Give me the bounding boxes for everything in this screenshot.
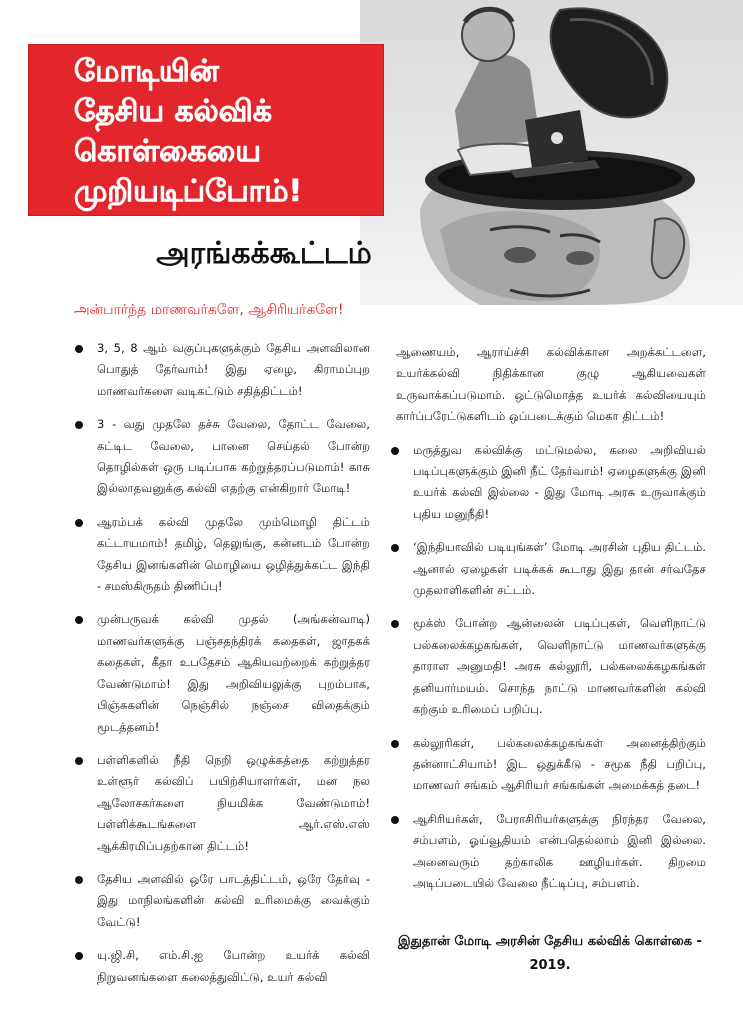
- illustration-open-head-with-sage-icon: [360, 0, 743, 305]
- list-item: [72, 338, 370, 402]
- list-item: [388, 809, 706, 895]
- list-item-text: 3 - வது முதலே தச்சு வேலை, தோட்ட வேலை, கட்டிட வேலை, பானை செய்தல் போன்ற தொழில்கள் ஒரு படிப்பாக கற்றுத்தரப்படுமாம்! காசு இல்லாதவனுக்கு கல்வி எதற்கு என்கிறார் மோடி!: [97, 417, 370, 496]
- list-item: [388, 537, 706, 601]
- closing-statement: இதுதான் மோடி அரசின் தேசிய கல்விக் கொள்கை - 2019.: [398, 934, 702, 973]
- bullet-icon: [75, 519, 83, 527]
- right-column: [388, 342, 706, 906]
- list-item-text: 3, 5, 8 ஆம் வகுப்புகளுக்கும் தேசிய அளவிலான பொதுத் தேர்வாம்! இது ஏழை, கிராமப்புற மாணவர்களை வடிகட்டும் சதித்திட்டம்!: [97, 341, 370, 398]
- left-column: [72, 338, 370, 1000]
- list-item: [72, 512, 370, 598]
- bullet-icon: [75, 345, 83, 353]
- list-item: [388, 733, 706, 797]
- poster-header: [0, 0, 743, 300]
- list-item-text: கல்லூரிகள், பல்கலைக்கழகங்கள் அனைத்திற்கும் தன்னாட்சியாம்! இட ஒதுக்கீடு - சமூக நீதி பறிப்பு, மாணவர் சங்கம் ஆசிரியர் சங்கங்கள் அமைக்கத் தடை!: [413, 735, 706, 793]
- list-item: [72, 750, 370, 857]
- list-item-text: பள்ளிகளில் நீதி நெறி ஒழுக்கத்தை கற்றுத்தர உள்ளூர் கல்விப் பயிற்சியாளர்கள், மன நல ஆலோசகர்களை நியமிக்க வேண்டுமாம்! பள்ளிக்கூடங்களை ஆர்.எஸ்.எஸ் ஆக்கிரமிப்பதற்கான திட்டம்!: [97, 752, 370, 853]
- list-item: [388, 613, 706, 720]
- list-item-text: முன்பருவக் கல்வி முதல் (அங்கன்வாடி) மாணவர்களுக்கு பஞ்சதந்திரக் கதைகள், ஜாதகக் கதைகள், கீதா உபதேசம் ஆகியவற்றைக் கற்றுத்தர வேண்டுமாம்! இது அறிவியலுக்கு புறம்பாக, பிஞ்சுகளின் நெஞ்சில் நஞ்சை விதைக்கும் மூடத்தனம்!: [97, 612, 370, 734]
- list-item-text: மூக்ஸ் போன்ற ஆன்லைன் படிப்புகள், வெளிநாட்டு பல்கலைக்கழகங்கள், வெளிநாட்டு மாணவர்களுக்கு தாராள அனுமதி! அரசு கல்லூரி, பல்கலைக்கழகங்கள் தனியார்மயம். சொந்த நாட்டு மாணவர்களின் கல்வி கற்கும் உரிமைப் பறிப்பு.: [413, 616, 706, 717]
- list-item: [388, 440, 706, 526]
- list-item-text: மருத்துவ கல்விக்கு மட்டுமல்ல, கலை அறிவியல் படிப்புகளுக்கும் இனி நீட் தேர்வாம்! ஏழைகளுக்கு இனி உயர்க் கல்வி இல்லை - இது மோடி அரசு உருவாக்கும் புதிய மனுநீதி!: [413, 442, 706, 521]
- list-item: [72, 869, 370, 933]
- bullet-icon: [75, 421, 83, 429]
- list-item: [72, 609, 370, 737]
- list-item-text: ஆசிரியர்கள், பேராசிரியர்களுக்கு நிரந்தர வேலை, சம்பளம், ஓய்வூதியம் என்பதெல்லாம் இனி இல்லை. அனைவரும் தற்காலிக ஊழியர்கள். திறமை அடிப்படையில் வேலை நீட்டிப்பு, சம்பளம்.: [413, 811, 706, 890]
- title-line-3: கொள்கையை: [74, 134, 261, 169]
- bullet-icon: [75, 952, 83, 960]
- list-item-text: ‘இந்தியாவில் படியுங்கள்’ மோடி அரசின் புதிய திட்டம். ஆனால் ஏழைகள் படிக்கக் கூடாது இது தான் சர்வதேச முதலாளிகளின் சட்டம்.: [413, 540, 706, 598]
- event-subtitle: அரங்கக்கூட்டம்: [156, 236, 372, 271]
- list-item-continuation: ஆணையம், ஆராய்ச்சி கல்விக்கான அறக்கட்டளை, உயர்க்கல்வி நிதிக்கான குழு ஆகியவைகள் உருவாக்கப்படுமாம். ஒட்டுமொத்த உயர்க் கல்வியையும் கார்ப்பரேட்டுகளிடம் ஒப்படைக்கும் மெகா திட்டம்!: [396, 345, 706, 424]
- list-item-text: தேசிய அளவில் ஒரே பாடத்திட்டம், ஒரே தேர்வு - இது மாநிலங்களின் கல்வி உரிமைக்கு வைக்கும் வேட்டு!: [97, 871, 370, 929]
- title-line-4: முறியடிப்போம்!: [74, 174, 303, 209]
- title-banner: [28, 44, 384, 216]
- bullet-icon: [391, 620, 399, 628]
- title-line-1: மோடியின்: [74, 54, 219, 89]
- bullet-icon: [391, 816, 399, 824]
- list-item: [72, 945, 370, 988]
- list-item-text: யு.ஜி.சி, எம்.சி.ஐ போன்ற உயர்க் கல்வி நிறுவனங்களை கலைத்துவிட்டு, உயர் கல்வி: [97, 948, 370, 984]
- bullet-icon: [75, 616, 83, 624]
- title-line-2: தேசிய கல்விக்: [74, 94, 272, 129]
- bullet-icon: [75, 876, 83, 884]
- bullet-icon: [391, 447, 399, 455]
- bullet-icon: [391, 544, 399, 552]
- greeting: அன்பார்ந்த மாணவர்களே, ஆசிரியர்களே!: [74, 302, 344, 318]
- list-item-text: ஆரம்பக் கல்வி முதலே மும்மொழி திட்டம் கட்டாயமாம்! தமிழ், தெலுங்கு, கன்னடம் போன்ற தேசிய இனங்களின் மொழியை ஒழித்துக்கட்ட இந்தி - சமஸ்கிருதம் திணிப்பு!: [97, 514, 370, 594]
- list-item: [72, 414, 370, 500]
- bullet-icon: [391, 740, 399, 748]
- bullet-icon: [75, 757, 83, 765]
